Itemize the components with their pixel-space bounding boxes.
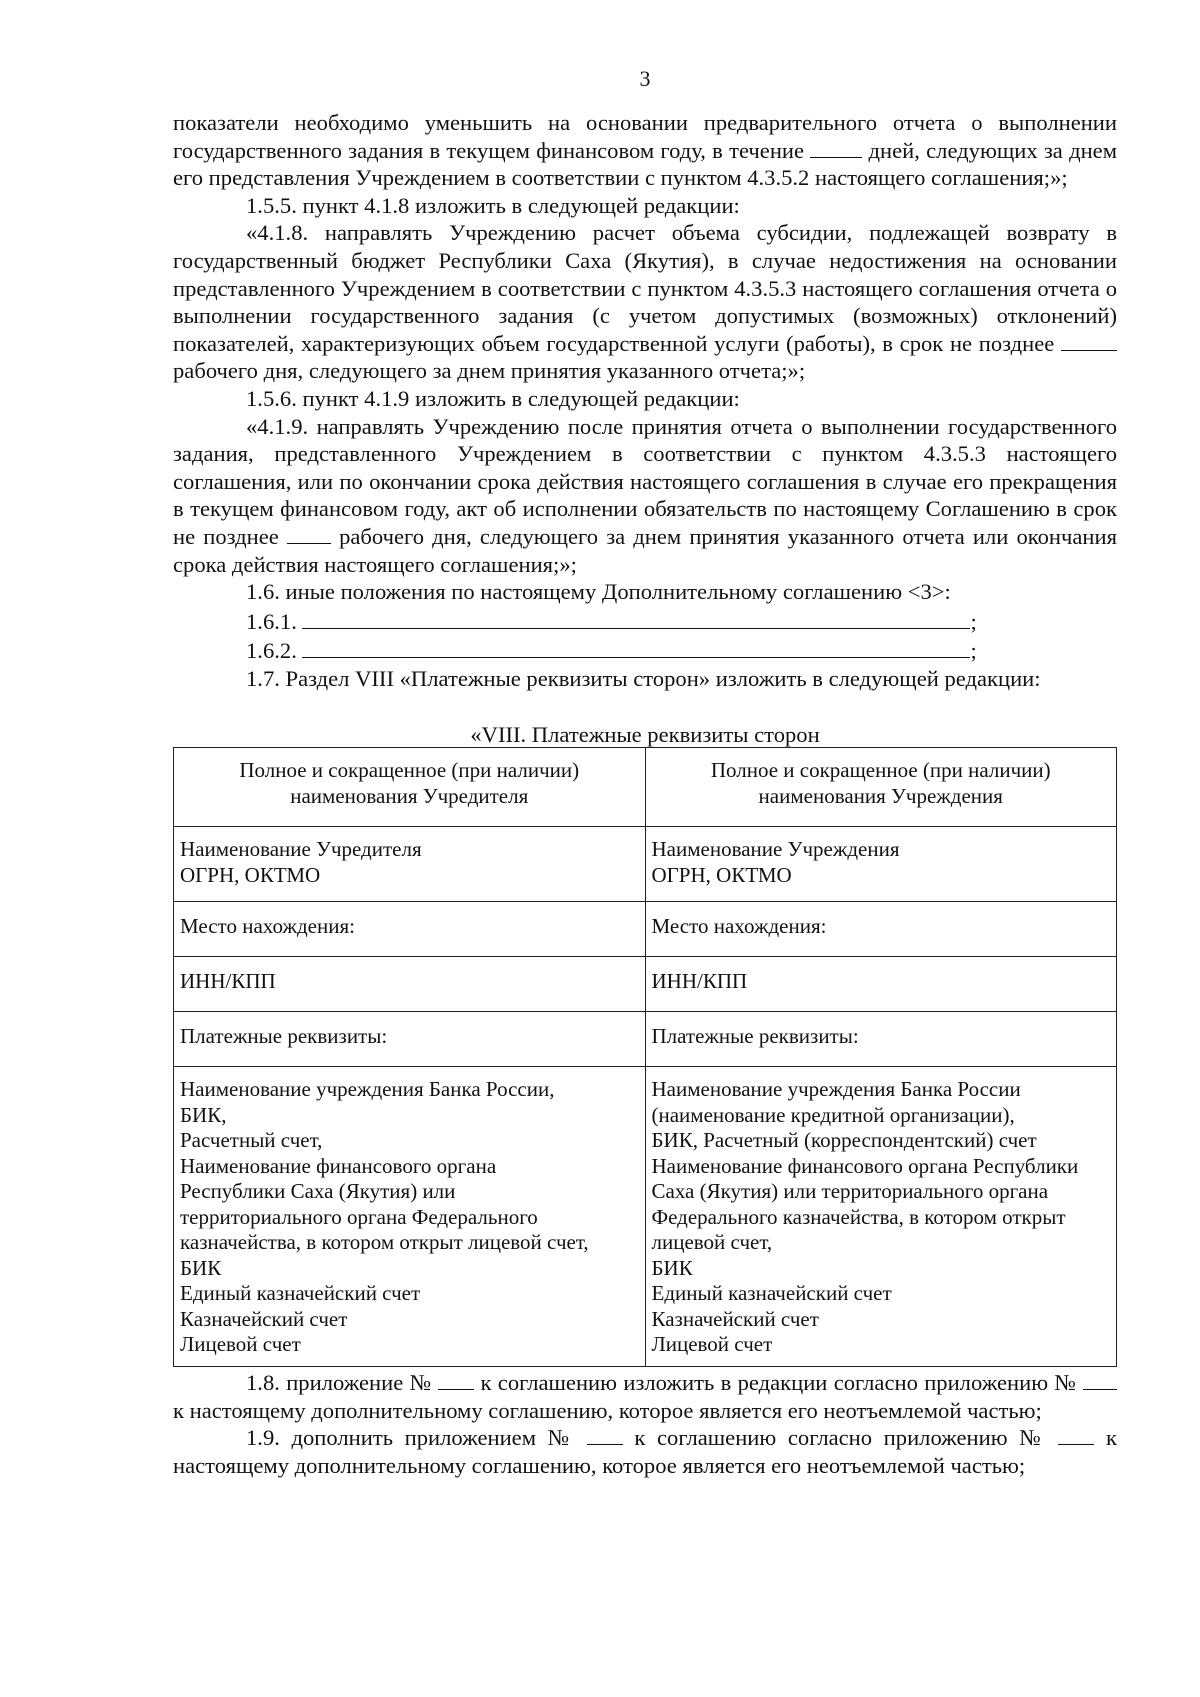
cell-line: Федерального казначейства, в котором открыт (651, 1204, 1066, 1229)
cell-line: Лицевой счет (651, 1332, 773, 1357)
cell-line: БИК, Расчетный (корреспондентский) счет (651, 1128, 1037, 1153)
cell-line: Лицевой счет (180, 1332, 301, 1357)
cell-line: Республики Саха (Якутия) или (180, 1179, 456, 1204)
table-cell: Платежные реквизиты: (174, 1012, 646, 1067)
table-cell: Место нахождения: (645, 902, 1117, 957)
paragraph-text: к настоящему дополнительному соглашению, которое является его неотъемлемой частью; (173, 1397, 1042, 1423)
cell-line: Полное и сокращенное (при наличии) (710, 758, 1051, 783)
table-header-row (174, 748, 1117, 827)
paragraph-1-5-6: 1.5.6. пункт 4.1.9 изложить в следующей редакции: (246, 385, 740, 411)
paragraph-text: рабочего дня, следующего за днем принятия указанного отчета;»; (173, 358, 806, 384)
cell-line: ОГРН, ОКТМО (180, 862, 321, 887)
fill-line-1-6-1 (173, 606, 1117, 636)
cell-line: Полное и сокращенное (при наличии) (239, 758, 580, 783)
paragraph-text: к соглашению согласно приложению № (622, 1425, 1059, 1451)
cell-line: Наименование учреждения Банка России, (180, 1077, 555, 1102)
table-row-bank (174, 1067, 1117, 1367)
table-cell (174, 1067, 646, 1367)
paragraph-4-1-9 (173, 413, 1117, 579)
cell-line: наименования Учредителя (290, 783, 529, 808)
cell-line: казначейства, в котором открыт лицевой счет, (180, 1230, 589, 1255)
cell-line: Казначейский счет (651, 1306, 819, 1331)
document-page (173, 66, 1117, 1479)
cell-line: Наименование финансового органа (180, 1153, 497, 1178)
paragraph-text: показатели необходимо уменьшить на основании предварительного отчета о выполнении государственного задания в текущем финансовом году, в течение (173, 110, 1117, 163)
table-row-place (174, 902, 1117, 957)
paragraph-1-8 (173, 1369, 1117, 1424)
cell-line: Саха (Якутия) или территориального органа (651, 1179, 1049, 1204)
paragraph-1-5-5: 1.5.5. пункт 4.1.8 изложить в следующей редакции: (246, 192, 740, 218)
paragraph-text: к настоящему дополнительному соглашению, которое является его неотъемлемой частью; (173, 1425, 1117, 1478)
cell-line: наименования Учреждения (758, 783, 1003, 808)
cell-line: Расчетный счет, (180, 1128, 323, 1153)
table-cell: ИНН/КПП (645, 957, 1117, 1012)
paragraph-text: рабочего дня, следующего за днем принятия указанного отчета или окончания срока действия настоящего соглашения;»; (173, 523, 1117, 577)
fill-line-1-6-2 (173, 635, 1117, 665)
table-row-payment (174, 1012, 1117, 1067)
cell-line: Наименование учреждения Банка России (651, 1077, 1021, 1102)
paragraph-1-9 (173, 1424, 1117, 1479)
cell-line: БИК (180, 1255, 222, 1280)
blank-field (1083, 1369, 1117, 1390)
cell-line: Единый казначейский счет (651, 1281, 892, 1306)
table-row-name (174, 827, 1117, 902)
cell-line: БИК (651, 1255, 693, 1280)
blank-field (810, 137, 862, 158)
table-cell: Место нахождения: (174, 902, 646, 957)
table-cell: Платежные реквизиты: (645, 1012, 1117, 1067)
fill-line-end: ; (970, 638, 977, 664)
cell-line: ОГРН, ОКТМО (651, 862, 792, 887)
blank-field (287, 523, 331, 544)
table-cell (645, 1067, 1117, 1367)
paragraph-text: «4.1.9. направлять Учреждению после принятия отчета о выполнении государственного задания, представленного Учреждением в соответствии с пунктом 4.3.5.3 настоящего соглашения, или по окончании срока действия настоящего соглашения в случае его прекращения в текущем финансовом году, акт об исполнении обязательств по настоящему Соглашению в срок не позднее (173, 413, 1117, 549)
header-cell-founder (174, 748, 646, 827)
table-row-inn (174, 957, 1117, 1012)
paragraph-1-6: 1.6. иные положения по настоящему Дополнительному соглашению <3>: (246, 579, 951, 605)
cell-line: территориального органа Федерального (180, 1204, 538, 1229)
paragraph-text: 1.9. дополнить приложением № (246, 1425, 587, 1451)
blank-field (587, 1424, 623, 1445)
fill-line-label: 1.6.2. (246, 638, 303, 664)
cell-line: Наименование Учредителя (180, 837, 422, 862)
cell-line: БИК, (180, 1102, 227, 1127)
paragraph-text: 1.8. приложение № (246, 1369, 439, 1395)
table-cell (174, 827, 646, 902)
payment-requisites-table (173, 747, 1117, 1367)
cell-line: Наименование Учреждения (651, 837, 900, 862)
fill-line-underline (302, 606, 970, 629)
paragraph-text: к соглашению изложить в редакции согласно приложению № (474, 1369, 1083, 1395)
paragraph-continuation (173, 109, 1117, 192)
page-number: 3 (639, 66, 651, 91)
paragraph-4-1-8 (173, 219, 1117, 385)
table-title: «VIII. Платежные реквизиты сторон (470, 722, 820, 748)
cell-line: Единый казначейский счет (180, 1281, 421, 1306)
paragraph-text: дней, следующих за днем его представления Учреждением в соответствии с пунктом 4.3.5.2 настоящего соглашения;»; (173, 137, 1117, 191)
table-cell: ИНН/КПП (174, 957, 646, 1012)
paragraph-text: «4.1.8. направлять Учреждению расчет объема субсидии, подлежащей возврату в государственный бюджет Республики Саха (Якутия), в случае недостижения на основании представленного Учреждением в соответствии с пунктом 4.3.5.3 настоящего соглашения отчета о выполнении государственного задания (с учетом допустимых (возможных) отклонений) показателей, характеризующих объем государственной услуги (работы), в срок не позднее (173, 220, 1117, 356)
blank-field (1058, 1424, 1094, 1445)
cell-line: лицевой счет, (651, 1230, 773, 1255)
fill-line-underline (302, 635, 970, 658)
cell-line: Казначейский счет (180, 1306, 348, 1331)
cell-line: Наименование финансового органа Республики (651, 1153, 1079, 1178)
fill-line-label: 1.6.1. (246, 608, 303, 634)
cell-line: (наименование кредитной организации), (651, 1102, 1015, 1127)
header-cell-institution (645, 748, 1117, 827)
table-cell (645, 827, 1117, 902)
paragraph-1-7: 1.7. Раздел VIII «Платежные реквизиты сторон» изложить в следующей редакции: (246, 665, 1041, 691)
blank-field (1061, 330, 1117, 351)
blank-field (438, 1369, 474, 1390)
fill-line-end: ; (970, 608, 977, 634)
